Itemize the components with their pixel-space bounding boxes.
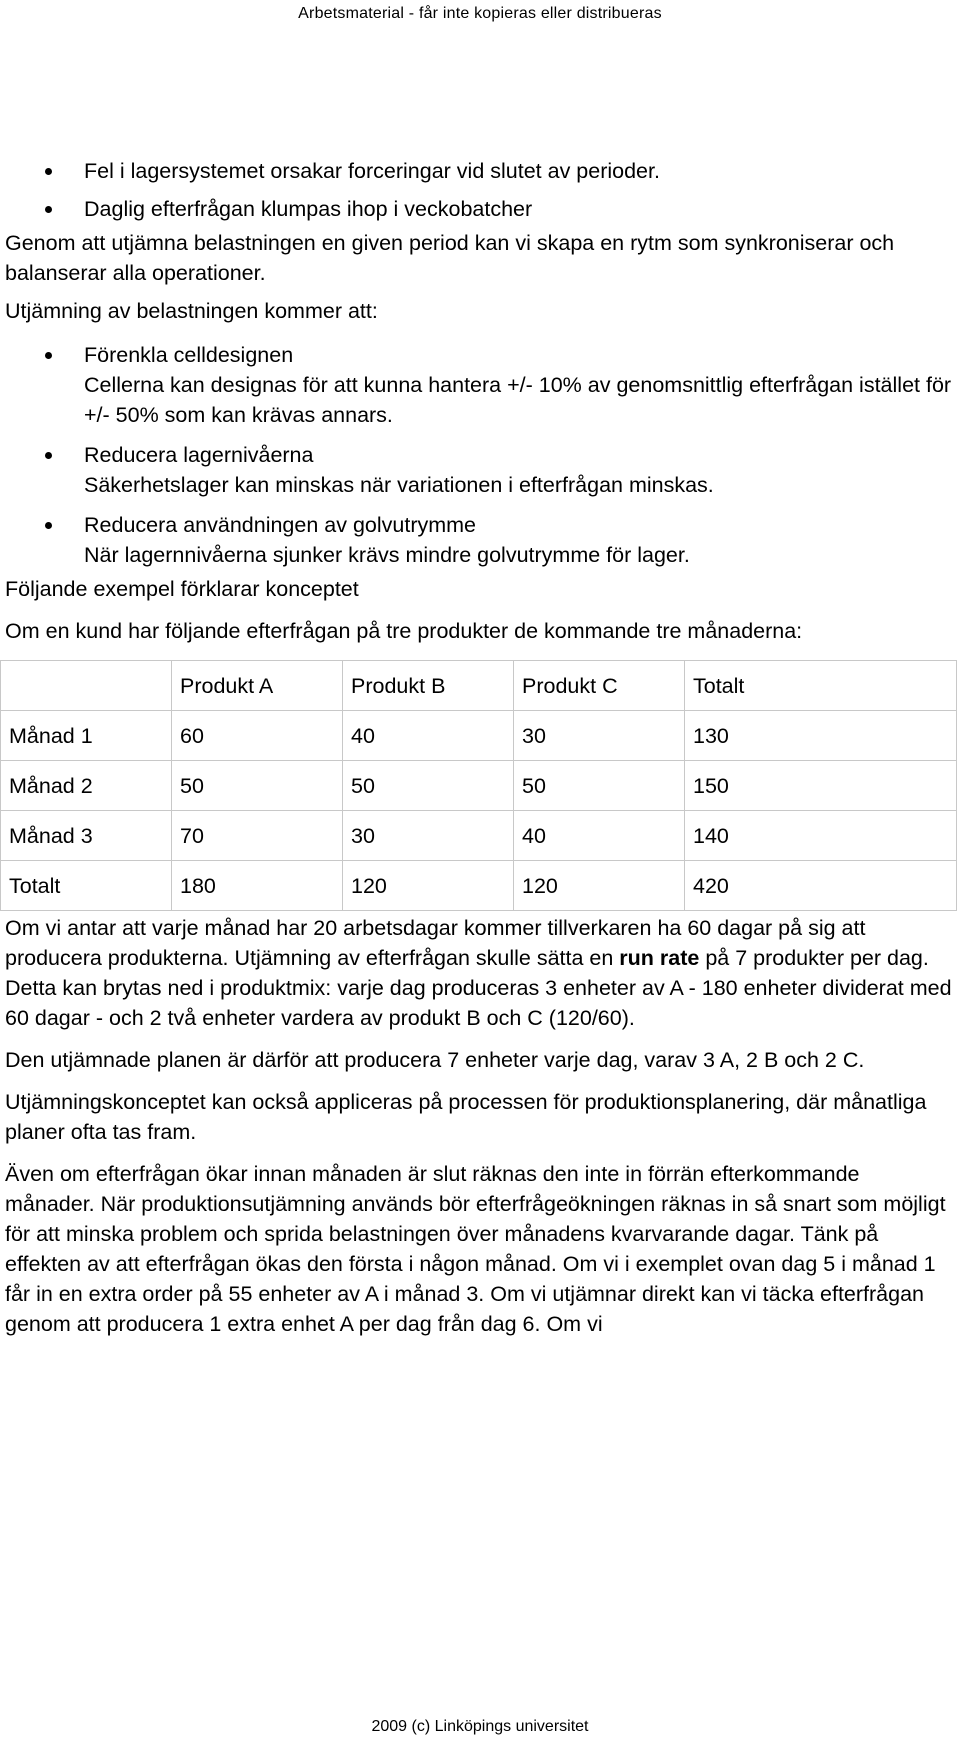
demand-table <box>0 660 957 911</box>
paragraph-production-planning: Utjämningskonceptet kan också appliceras på processen för produktionsplanering, där månatliga planer ofta tas fram. <box>5 1090 927 1144</box>
paragraph-benefits-lead: Utjämning av belastningen kommer att: <box>5 299 378 323</box>
table-header-row <box>1 661 957 711</box>
table-row <box>1 811 957 861</box>
table-cell: 50 <box>514 761 685 811</box>
list-item: Reducera användningen av golvutrymme När lagernnivåerna sjunker krävs mindre golvutrymme för lager. <box>5 510 953 570</box>
bullet-icon <box>45 352 52 359</box>
bullet-icon <box>45 206 52 213</box>
table-cell: 40 <box>343 711 514 761</box>
table-row <box>1 711 957 761</box>
paragraph-run-rate: Om vi antar att varje månad har 20 arbetsdagar kommer tillverkaren ha 60 dagar på sig att producera produkterna. Utjämning av efterfrågan skulle sätta en run rate på 7 produkter per dag. Detta kan brytas ned i produktmix: varje dag produceras 3 enheter av A - 180 enheter dividerat med 60 dagar - och 2 två enheter vardera av produkt B och C (120/60). <box>5 916 952 1030</box>
table-cell: 130 <box>685 711 957 761</box>
bullet-icon <box>45 168 52 175</box>
table-cell: 30 <box>343 811 514 861</box>
list-item: Fel i lagersystemet orsakar forceringar vid slutet av perioder. <box>5 156 953 186</box>
bullet-icon <box>45 522 52 529</box>
table-row <box>1 861 957 911</box>
table-cell: Totalt <box>685 661 957 711</box>
table-row <box>1 761 957 811</box>
paragraph-leveled-plan: Den utjämnade planen är därför att producera 7 enheter varje dag, varav 3 A, 2 B och 2 C. <box>5 1048 865 1072</box>
table-cell: 50 <box>343 761 514 811</box>
table-cell: Produkt A <box>172 661 343 711</box>
table-cell: 30 <box>514 711 685 761</box>
table-cell: Produkt B <box>343 661 514 711</box>
table-cell: 60 <box>172 711 343 761</box>
table-cell: 150 <box>685 761 957 811</box>
table-cell: 120 <box>343 861 514 911</box>
list-item: Förenkla celldesignen Cellerna kan designas för att kunna hantera +/- 10% av genomsnittlig efterfrågan istället för +/- 50% som kan krävas annars. <box>5 340 953 430</box>
bullet-list-benefits <box>5 340 953 570</box>
table-cell: 120 <box>514 861 685 911</box>
bullet-icon <box>45 452 52 459</box>
table-cell: 420 <box>685 861 957 911</box>
table-cell: Månad 2 <box>1 761 172 811</box>
paragraph-intro: Genom att utjämna belastningen en given period kan vi skapa en rytm som synkroniserar och balanserar alla operationer. <box>5 231 895 285</box>
paragraph-demand-lead: Om en kund har följande efterfrågan på tre produkter de kommande tre månaderna: <box>5 619 803 643</box>
table-cell: 180 <box>172 861 343 911</box>
run-rate-term: run rate <box>619 946 700 970</box>
table-cell: 70 <box>172 811 343 861</box>
list-item: Daglig efterfrågan klumpas ihop i veckobatcher <box>5 194 953 224</box>
table-cell: Månad 1 <box>1 711 172 761</box>
table-cell: 40 <box>514 811 685 861</box>
table-cell: Totalt <box>1 861 172 911</box>
paragraph-example-lead: Följande exempel förklarar konceptet <box>5 577 359 601</box>
table-cell <box>1 661 172 711</box>
document-body <box>5 156 953 1339</box>
table-cell: 140 <box>685 811 957 861</box>
bullet-list-problems <box>5 156 953 224</box>
page-footer: 2009 (c) Linköpings universitet <box>371 1718 589 1735</box>
paragraph-demand-increase: Även om efterfrågan ökar innan månaden är slut räknas den inte in förrän efterkommande månader. När produktionsutjämning används bör efterfrågeökningen räknas in så snart som möjligt för att minska problem och sprida belastningen över månadens kvarvarande dagar. Tänk på effekten av att efterfrågan ökas den första i någon månad. Om vi i exemplet ovan dag 5 i månad 1 får in en extra order på 55 enheter av A i månad 3. Om vi utjämnar direkt kan vi täcka efterfrågan genom att producera 1 extra enhet A per dag från dag 6. Om vi <box>5 1162 946 1336</box>
table-cell: Produkt C <box>514 661 685 711</box>
page-header: Arbetsmaterial - får inte kopieras eller distribueras <box>298 5 662 22</box>
table-cell: 50 <box>172 761 343 811</box>
table-cell: Månad 3 <box>1 811 172 861</box>
list-item: Reducera lagernivåerna Säkerhetslager kan minskas när variationen i efterfrågan minskas. <box>5 440 953 500</box>
